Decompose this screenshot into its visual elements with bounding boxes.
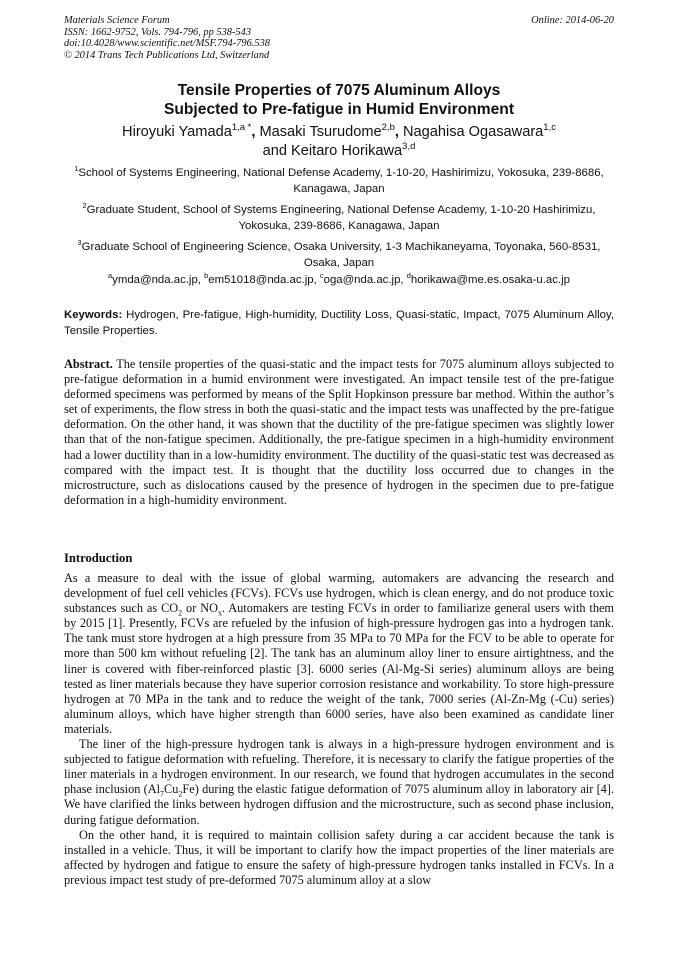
issn-line: ISSN: 1662-9752, Vols. 794-796, pp 538-543 (64, 26, 252, 38)
email-link[interactable]: em51018@nda.ac.jp, (208, 274, 317, 286)
paragraph (64, 828, 614, 888)
email-marker: c (319, 271, 324, 281)
section-heading-introduction: Introduction (64, 551, 133, 565)
subscript: x (217, 608, 222, 618)
text-run: On the other hand, it is required to maintain collision safety during a car accident because the tank is installed in a vehicle. Thus, it will be important to clarify how the impact properties of the liner materials are affected by hydrogen and fatigue to ensure the safety of high-pressure hydrogen tanks installed in FCVs. In a previous impact test study of pre-deformed 7075 aluminum alloy at a slow (64, 827, 614, 887)
keywords-text: Hydrogen, Pre-fatigue, High-humidity, Ductility Loss, Quasi-static, Impact, 7075 Aluminum Alloy, Tensile Properties. (64, 309, 614, 337)
email-link[interactable]: horikawa@me.es.osaka-u.ac.jp (410, 274, 570, 286)
author-marker: 1,c (543, 122, 556, 134)
title-line-1: Tensile Properties of 7075 Aluminum Alloys (177, 82, 501, 99)
author-marker: 1,a * (231, 122, 252, 134)
author-name: Masaki Tsurudome (259, 124, 382, 140)
author-conjunction: and (262, 143, 287, 159)
introduction-body (64, 571, 614, 888)
affiliation-text: School of Systems Engineering, National Defense Academy, 1-10-20, Hashirimizu, Yokosuka, 239-8686, Kanagawa, Japan (78, 167, 604, 195)
author-name: Hiroyuki Yamada (122, 124, 232, 140)
journal-name: Materials Science Forum (64, 15, 170, 26)
paragraph (64, 571, 614, 737)
abstract-text: The tensile properties of the quasi-static and the impact tests for 7075 aluminum alloys subjected to pre-fatigue deformation in a humid environment were investigated. An impact tensile test of the pre-fatigue deformed specimens was performed by means of the Split Hopkinson pressure bar method. Within the author’s set of experiments, the flow stress in both the quasi-static and the impact tests was unaffected by the pre-fatigue deformation. On the other hand, it was shown that the ductility of the pre-fatigue specimen was slightly lower than that of the non-fatigue specimen. Additionally, the pre-fatigue specimen in a high-humidity environment had a lower ductility than in a low-humidity environment. The ductility of the quasi-static test was decreased as compared with the impact test. It is thought that the ductility loss occurred due to changes in the microstructure, such as dislocations caused by the presence of hydrogen in the specimen due to pre-fatigue deformation in a high-humidity environment. (64, 357, 614, 507)
text-run: Cu (164, 782, 179, 797)
abstract-block (64, 357, 614, 508)
email-link[interactable]: oga@nda.ac.jp, (323, 274, 404, 286)
author-name: Keitaro Horikawa (291, 143, 403, 159)
text-run: . Automakers are testing FCVs in order to familiarize general users with them by 2015 [1]. Presently, FCVs are refueled by the infusion of high-pressure hydrogen gas into a hydrogen tank. The tank must store hydrogen at a high pressure from 35 MPa to 70 MPa for the FCV to be able to operate for more than 500 km without refueling [2]. The tank has an aluminum alloy liner to ensure airtightness, and the liner is covered with fiber-reinforced plastic [3]. 6000 series (Al-Mg-Si series) aluminum alloys are being tested as liner materials because they have superior corrosion resistance and workability. To store high-pressure hydrogen at 70 MPa in the tank and to reduce the weight of the tank, 7000 series (Al-Zn-Mg (-Cu) series) aluminum alloys, which have higher strength than 6000 series, have also been examined as candidate liner materials. (64, 601, 614, 736)
title-line-2: Subjected to Pre-fatigue in Humid Environment (163, 101, 515, 118)
affiliation-number: 3 (77, 238, 82, 248)
affiliation-number: 1 (74, 164, 79, 174)
email-marker: b (204, 271, 209, 281)
subscript: 7 (160, 789, 165, 799)
affiliation-text: Graduate School of Engineering Science, Osaka University, 1-3 Machikaneyama, Toyonaka, 560-8531, Osaka, Japan (81, 241, 601, 269)
affiliation-number: 2 (82, 201, 87, 211)
text-run: or NO (182, 601, 218, 616)
text-run: The liner of the high-pressure hydrogen tank is always in a high-pressure hydrogen environment and is subjected to fatigue deformation with refueling. Therefore, it is necessary to clarify the fatigue properties of the liner materials in a hydrogen environment. In our research, we found that hydrogen accumulates in the second phase inclusion (Al (64, 737, 614, 797)
email-list (40, 273, 638, 288)
author-marker: 3,d (402, 141, 416, 153)
subscript: 2 (178, 789, 183, 799)
author-marker: 2,b (381, 122, 395, 134)
subscript: 2 (178, 608, 183, 618)
keywords-block (64, 307, 614, 339)
paper-title (40, 81, 638, 119)
doi-line: doi:10.4028/www.scientific.net/MSF.794-796.538 (64, 38, 270, 50)
online-date: Online: 2014-06-20 (531, 15, 614, 26)
affiliation-item (70, 240, 608, 271)
affiliation-text: Graduate Student, School of Systems Engineering, National Defense Academy, 1-10-20 Hashirimizu, Yokosuka, 239-8686, Kanagawa, Japan (86, 204, 596, 232)
affiliation-item (70, 203, 608, 234)
text-run: Fe) during the elastic fatigue deformation of 7075 aluminum alloy in laboratory air [4]. We have clarified the links between hydrogen diffusion and the microstructure, such as second phase inclusion, during fatigue deformation. (64, 782, 614, 827)
affiliation-item (70, 166, 608, 197)
copyright-line: © 2014 Trans Tech Publications Ltd, Switzerland (64, 49, 270, 61)
keywords-label: Keywords: (64, 309, 123, 321)
email-marker: a (108, 271, 113, 281)
text-run: As a measure to deal with the issue of global warming, automakers are advancing the research and development of fuel cell vehicles (FCVs). FCVs use hydrogen, which is clean energy, and do not produce toxic substances such as CO (64, 571, 614, 616)
email-marker: d (406, 271, 411, 281)
running-header (64, 15, 614, 61)
author-list: Hiroyuki Yamada$^{1,a *}$, Masaki Tsurudome$^{2,b}$, Nagahisa Ogasawara$^{1,c}$ and Keitaro Horikawa$^{3,d}$ (122, 122, 556, 159)
email-link[interactable]: ymda@nda.ac.jp, (112, 274, 201, 286)
paragraph (64, 737, 614, 828)
abstract-label: Abstract. (64, 357, 113, 371)
author-name: Nagahisa Ogasawara (402, 124, 544, 140)
